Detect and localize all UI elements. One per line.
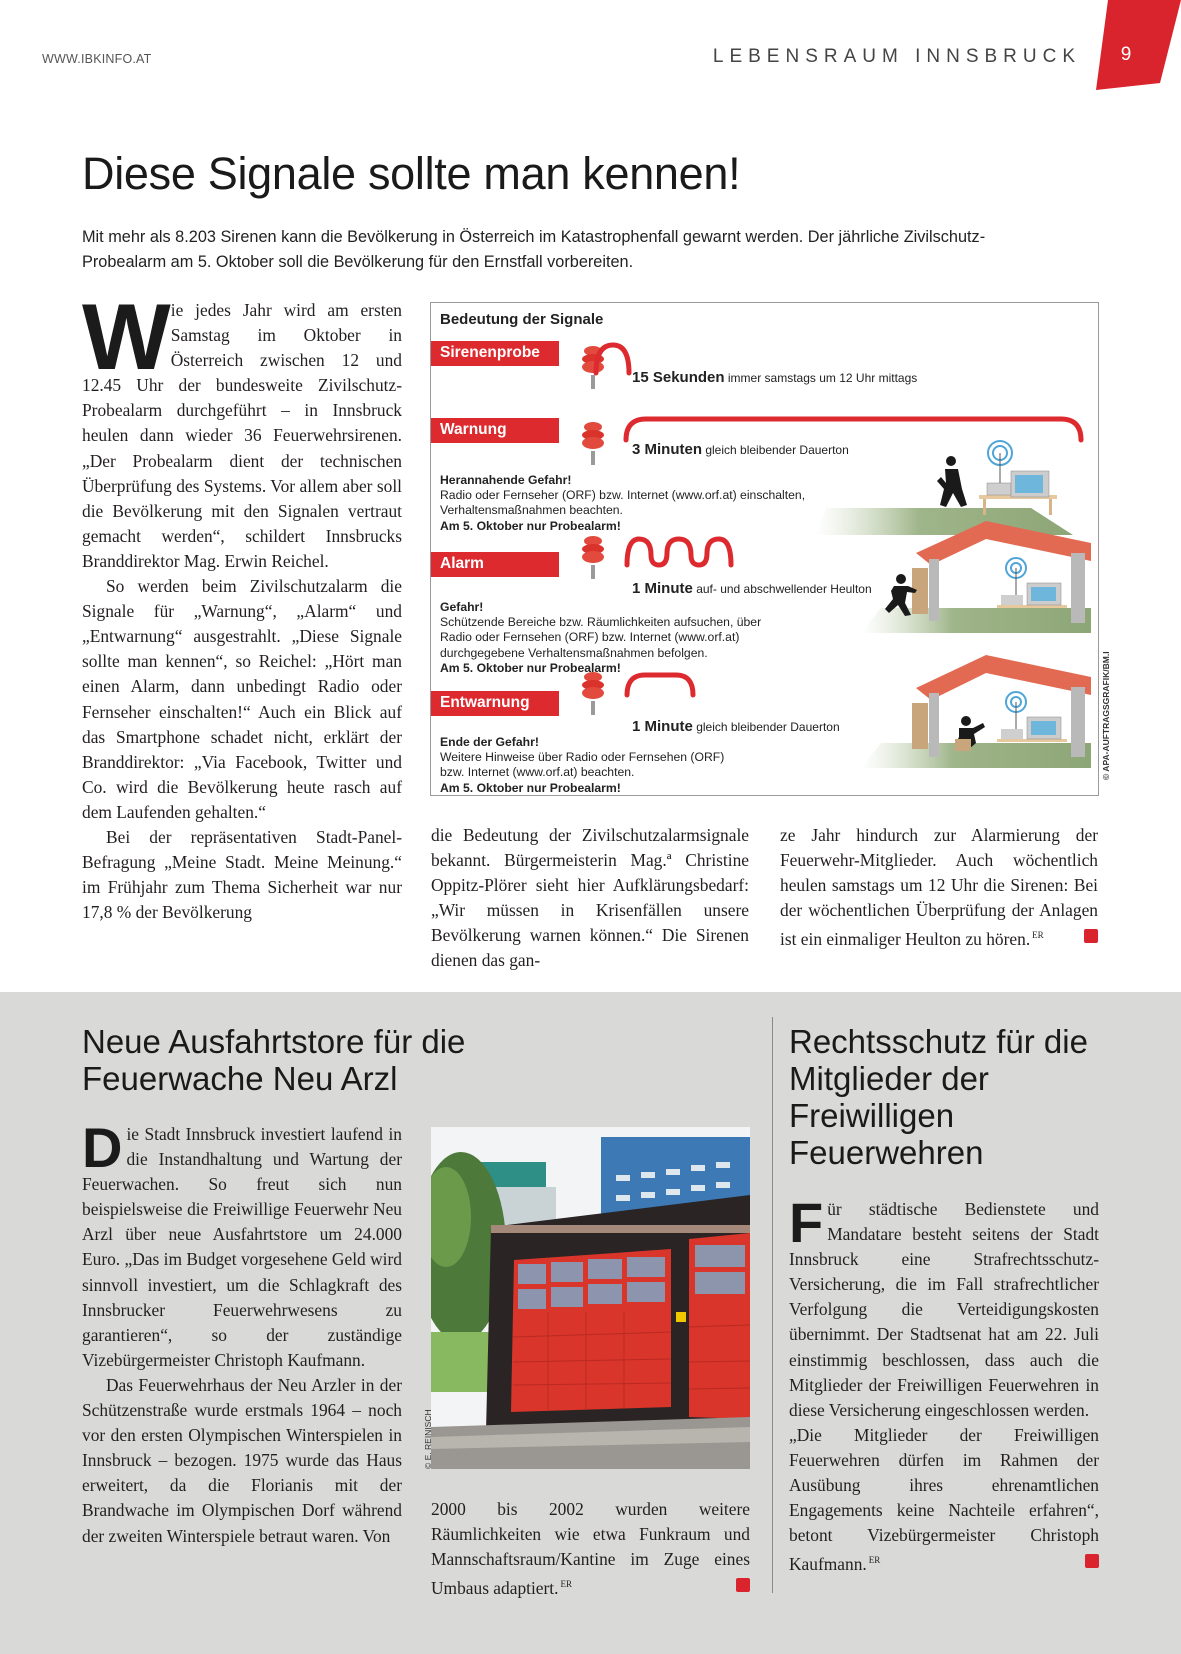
duration-description: immer samstags um 12 Uhr mittags xyxy=(727,371,918,385)
signal-instructions xyxy=(440,600,761,676)
warnung-scene-illustration xyxy=(816,441,1073,535)
paragraph: ie jedes Jahr wird am ersten Samstag im Oktober in Österreich zwischen 12 und 12.45 Uhr der bundesweite Zivilschutz-Probealarm durchgeführt – in Innsbruck heulen dann wieder 36 Feuerwehrsirenen. „Der Probealarm dient der technischen Überprüfung des Systems. Vor allem aber soll die Bevölkerung mit den Signalen vertraut gemacht werden“, schildert Innsbrucks Branddirektor Mag. Erwin Reichel. xyxy=(82,300,402,571)
instruction-line: Radio oder Fernseher (ORF) bzw. Internet (www.orf.at) einschalten, xyxy=(440,488,806,503)
duration-value: 1 Minute xyxy=(632,718,693,735)
paragraph: Bei der repräsentativen Stadt-Panel-Befragung „Meine Stadt. Meine Meinung.“ im Frühjahr zum Thema Sicherheit war nur 17,8 % der Bevölkerung xyxy=(82,826,402,923)
signal-duration xyxy=(632,718,840,735)
page-title: Diese Signale sollte man kennen! xyxy=(82,148,741,199)
dropcap: D xyxy=(82,1116,123,1179)
signal-label-warnung: Warnung xyxy=(431,418,559,443)
signal-duration xyxy=(632,441,849,458)
paragraph-text: 2000 bis 2002 wurden weitere Räumlichkeiten wie etwa Funkraum und Mannschaftsraum/Kantine im Zuge eines Umbaus adaptiert. xyxy=(431,1499,750,1599)
paragraph: So werden beim Zivilschutzalarm die Signale für „Warnung“, „Alarm“ und „Entwarnung“ ausgestrahlt. „Diese Signale sollte man kennen“, so Reichel: „Hört man einen Alarm, dann unbedingt Radio oder Fernseher einschalten!“ Auch ein Blick auf das Smartphone schadet nicht, erklärt der Branddirektor: „Via Facebook, Twitter und Co. wird die Bevölkerung heute rasch auf dem Laufenden gehalten.“ xyxy=(82,576,402,822)
instruction-line: Radio oder Fernsehen (ORF) bzw. Internet (www.orf.at) xyxy=(440,630,740,645)
paragraph: ür städtische Bedienstete und Mandatare besteht seitens der Stadt Innsbruck eine Strafrechtsschutz-Versicherung, die im Fall strafrechtlicher Verfolgung die Verteidigungskosten übernimmt. Der Stadtsenat hat am 22. Juli einstimmig beschlossen, dass auch die Mitglieder der Freiwilligen Feuerwehren in diese Versicherung eingeschlossen werden. xyxy=(789,1199,1099,1420)
signal-instructions xyxy=(440,735,724,796)
instruction-heading: Gefahr! xyxy=(440,600,484,614)
author-initials: ER xyxy=(868,1555,881,1566)
siren-icon xyxy=(582,422,604,465)
duration-description: auf- und abschwellender Heulton xyxy=(696,582,872,596)
instruction-note: Am 5. Oktober nur Probealarm! xyxy=(440,518,621,533)
warnung-wave xyxy=(626,419,1081,440)
duration-description: gleich bleibender Dauerton xyxy=(696,720,840,734)
paragraph xyxy=(780,823,1098,952)
duration-description: gleich bleibender Dauerton xyxy=(705,443,849,457)
signal-instructions xyxy=(440,473,805,534)
column-divider xyxy=(772,1017,773,1593)
page-tab xyxy=(1096,0,1181,92)
signal-label-alarm: Alarm xyxy=(431,552,559,577)
fire-station-garage-image xyxy=(431,1127,750,1469)
page-number: 9 xyxy=(1120,44,1132,65)
article-column-3 xyxy=(780,823,1098,952)
end-of-article-marker xyxy=(736,1578,750,1592)
infographic-title: Bedeutung der Signale xyxy=(440,311,604,328)
end-of-article-marker xyxy=(1085,1554,1099,1568)
photo-credit: © E. REINISCH xyxy=(423,1409,433,1469)
entwarnung-house-illustration xyxy=(861,655,1091,768)
signal-label-entwarnung: Entwarnung xyxy=(431,691,559,716)
alarm-house-illustration xyxy=(861,521,1091,633)
instruction-heading: Herannahende Gefahr! xyxy=(440,473,572,487)
article-headline-garage: Neue Ausfahrtstore für die Feuerwache Neu Arzl xyxy=(82,1023,466,1097)
instruction-heading: Ende der Gefahr! xyxy=(440,735,539,749)
instruction-note: Am 5. Oktober nur Probealarm! xyxy=(440,660,621,675)
signal-duration xyxy=(632,369,917,386)
dropcap: F xyxy=(789,1191,824,1254)
article-garage-column-2 xyxy=(431,1497,750,1601)
signal-label-sirenenprobe: Sirenenprobe xyxy=(431,341,559,366)
article-lead: Mit mehr als 8.203 Sirenen kann die Bevölkerung in Österreich im Katastrophenfall gewarnt werden. Der jährliche Zivilschutz-Probealarm am 5. Oktober soll die Bevölkerung für den Ernstfall vorbereiten. xyxy=(82,228,986,271)
infographic-credit: © APA-AUFTRAGSGRAFIK/BM.I xyxy=(1101,651,1111,780)
duration-value: 3 Minuten xyxy=(632,441,702,458)
author-initials: ER xyxy=(560,1579,573,1590)
instruction-line: Schützende Bereiche bzw. Räumlichkeiten aufsuchen, über xyxy=(440,615,762,630)
siren-icon xyxy=(582,536,604,579)
paragraph xyxy=(789,1423,1099,1578)
article-legal-column xyxy=(789,1191,1099,1577)
signals-infographic xyxy=(430,302,1099,796)
fire-station-photo xyxy=(431,1127,750,1469)
instruction-note: Am 5. Oktober nur Probealarm! xyxy=(440,780,621,795)
article-headline-legal: Rechtsschutz für die Mitglieder der Freiwilligen Feuerwehren xyxy=(789,1023,1088,1171)
article-garage-column-1 xyxy=(82,1116,402,1549)
article-column-1 xyxy=(82,284,402,925)
instruction-line: bzw. Internet (www.orf.at) beachten. xyxy=(440,765,635,780)
duration-value: 1 Minute xyxy=(632,580,693,597)
alarm-wave xyxy=(627,539,731,565)
signal-duration xyxy=(632,580,872,597)
author-initials: ER xyxy=(1032,930,1044,941)
end-of-article-marker xyxy=(1084,929,1098,943)
site-url: WWW.IBKINFO.AT xyxy=(42,52,152,66)
paragraph-text: ze Jahr hindurch zur Alarmierung der Feuerwehr-Mitglieder. Auch wöchentlich heulen samstags um 12 Uhr die Sirenen: Bei der wöchentlichen Überprüfung der Anlagen ist ein einmaliger Heulton zu hören. xyxy=(780,825,1098,950)
instruction-line: Verhaltensmaßnahmen beachten. xyxy=(440,503,623,518)
instruction-line: durchgegebene Verhaltensmaßnahmen befolgen. xyxy=(440,645,708,660)
paragraph: Das Feuerwehrhaus der Neu Arzler in der Schützenstraße wurde erstmals 1964 – noch vor den ersten Olympischen Winterspielen in Innsbruck – bezogen. 1975 wurde das Haus erweitert, da die Florianis mit der Brandwache im Olympischen Dorf während der zweiten Winterspiele betraut waren. Von xyxy=(82,1374,402,1546)
dropcap: W xyxy=(82,284,167,389)
paragraph xyxy=(431,1497,750,1601)
section-title: LEBENSRAUM INNSBRUCK xyxy=(712,46,1081,67)
instruction-line: Weitere Hinweise über Radio oder Fernsehen (ORF) xyxy=(440,750,725,765)
entwarnung-wave xyxy=(627,675,693,695)
siren-icon xyxy=(582,672,604,715)
duration-value: 15 Sekunden xyxy=(632,369,725,386)
page-tab-shape xyxy=(1096,0,1181,92)
paragraph: ie Stadt Innsbruck investiert laufend in die Instandhaltung und Wartung der Feuerwachen. So freut sich nun beispielsweise die Freiwillige Feuerwehr Neu Arzl über neue Ausfahrtstore um 24.000 Euro. „Das im Budget vorgesehene Geld wird sinnvoll investiert, um die Schlagkraft des Innsbrucker Feuerwehrwesens zu garantieren“, so der zuständige Vizebürgermeister Christoph Kaufmann. xyxy=(82,1124,402,1370)
paragraph-text: „Die Mitglieder der Freiwilligen Feuerwehren dürfen im Rahmen der Ausübung ihres ehrenamtlichen Engagements keine Nachteile erfahren“, betont Vizebürgermeister Christoph Kaufmann. xyxy=(789,1424,1099,1575)
paragraph: die Bedeutung der Zivilschutzalarmsignale bekannt. Bürgermeisterin Mag.ª Christine Oppitz-Plörer sieht hier Aufklärungsbedarf: „Wir müssen in Krisenfällen unsere Bevölkerung warnen können.“ Die Sirenen dienen das gan- xyxy=(431,825,749,971)
article-column-2 xyxy=(431,823,749,974)
